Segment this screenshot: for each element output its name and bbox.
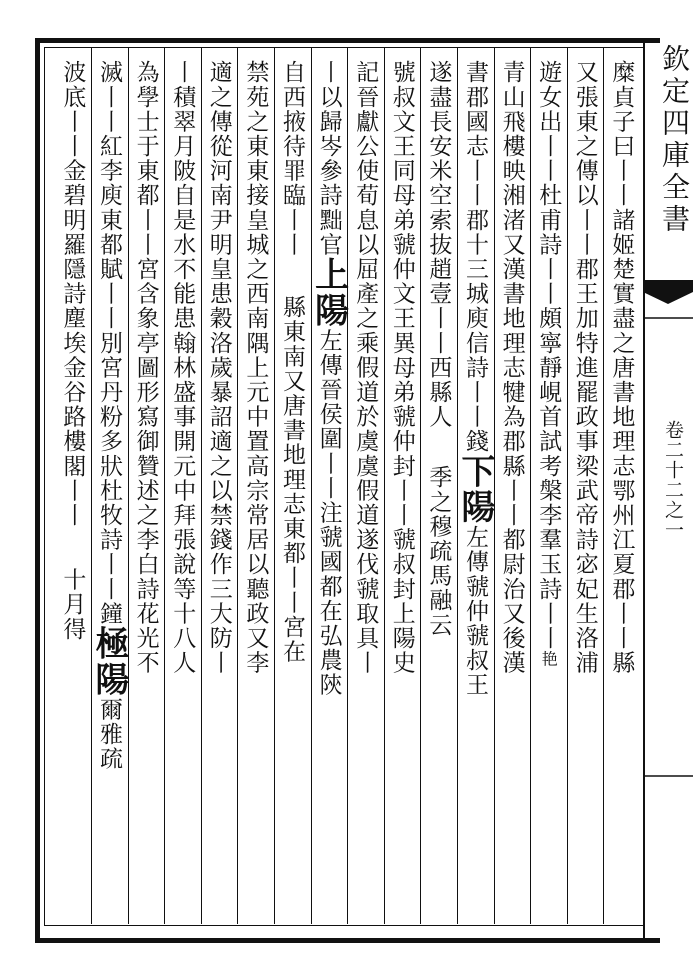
text-column [348, 60, 382, 675]
volume-label: 卷二十二之一 [662, 420, 684, 540]
text-column [455, 60, 495, 698]
column-rule [457, 48, 458, 924]
column-text: 爾雅疏 [96, 697, 122, 771]
column-text: 遂盡長安米空索抜趙壹丨丨西縣人 [425, 60, 452, 429]
text-column [89, 60, 129, 771]
text-column [604, 60, 638, 675]
column-text: 適之傳從河南尹明皇患穀洛歲暴詔適之以禁錢作三大防丨 [205, 60, 232, 675]
text-column [129, 60, 163, 675]
text-column [568, 60, 602, 675]
column-text: 丨以歸岑參詩黜官 [315, 60, 342, 257]
text-column [308, 60, 349, 698]
column-text: 季之穆疏馬融云 [425, 465, 452, 638]
fishtail-mark-icon [643, 278, 693, 322]
column-rule [91, 48, 92, 924]
column-rule [384, 48, 385, 924]
column-text: 又張東之傳以丨丨郡王加特進罷政事梁武帝詩宓妃生洛浦 [571, 60, 598, 675]
column-rule [567, 48, 568, 924]
column-text: 記晉獻公使荀息以屈產之乘假道於虞虞假道遂伐虢取具丨 [352, 60, 379, 675]
column-text: 左傳虢仲虢叔王 [462, 524, 488, 698]
column-rule [311, 48, 312, 924]
column-text: 書郡國志丨丨郡十三城庾信詩丨丨錢 [462, 60, 488, 454]
column-text: 十月得 [59, 567, 86, 642]
text-column [238, 60, 272, 675]
column-text: 丨積翠月陂自是水不能患翰林盛事開元中拜張說等十八人 [169, 60, 196, 675]
column-rule [347, 48, 348, 924]
column-rule [530, 48, 531, 924]
text-column [495, 60, 529, 675]
column-text: 左傳晉侯圍丨丨注虢國都在弘農陝 [315, 328, 342, 698]
text-column [385, 60, 419, 675]
book-title: 欽定四庫全書 [658, 44, 691, 236]
text-column [421, 60, 455, 637]
text-column [55, 60, 89, 641]
column-text: 號叔文王同母弟虢仲文王異母弟虢仲封丨丨虢叔封上陽史 [388, 60, 415, 675]
column-text: 滅丨丨紅李庾東都賦丨丨別宮丹粉多狀杜牧詩丨丨鐘 [96, 60, 122, 626]
small-note: 艳 [539, 650, 559, 669]
text-column [165, 60, 199, 675]
headword: 上陽 [308, 256, 349, 329]
column-rule [164, 48, 165, 924]
column-rule [201, 48, 202, 924]
column-text: 波底丨丨金碧明羅隱詩塵埃金谷路樓閣丨丨 [59, 60, 86, 528]
column-rule [274, 48, 275, 924]
column-text: 為學士于東都丨丨宮含象亭圖形寫御贊述之李白詩花光不 [132, 60, 159, 675]
headword: 下陽 [455, 453, 495, 525]
column-text: 遊女出丨丨杜甫詩丨丨頗寧靜峴首試考槃李羣玉詩丨丨 [535, 60, 562, 651]
column-text: 青山飛樓映湘渚又漢書地理志犍為郡縣丨丨都尉治又後漢 [498, 60, 525, 675]
column-rule [420, 48, 421, 924]
fishtail-lower-icon [643, 770, 693, 790]
column-text: 縣東南又唐書地理志東都丨丨宮在 [279, 294, 305, 664]
column-text: 禁苑之東東接皇城之西南隅上元中置高宗常居以聽政又李 [242, 60, 269, 675]
headword: 極陽 [89, 625, 129, 698]
column-text: 糜貞子曰丨丨諸姬楚實盡之唐書地理志鄂州江夏郡丨丨縣 [608, 60, 635, 675]
text-column [202, 60, 236, 675]
text-column [275, 60, 309, 664]
column-text: 自西掖待罪臨丨丨 [279, 60, 305, 257]
column-rule [237, 48, 238, 924]
column-rule [128, 48, 129, 924]
text-column [531, 60, 565, 668]
column-rule [603, 48, 604, 924]
